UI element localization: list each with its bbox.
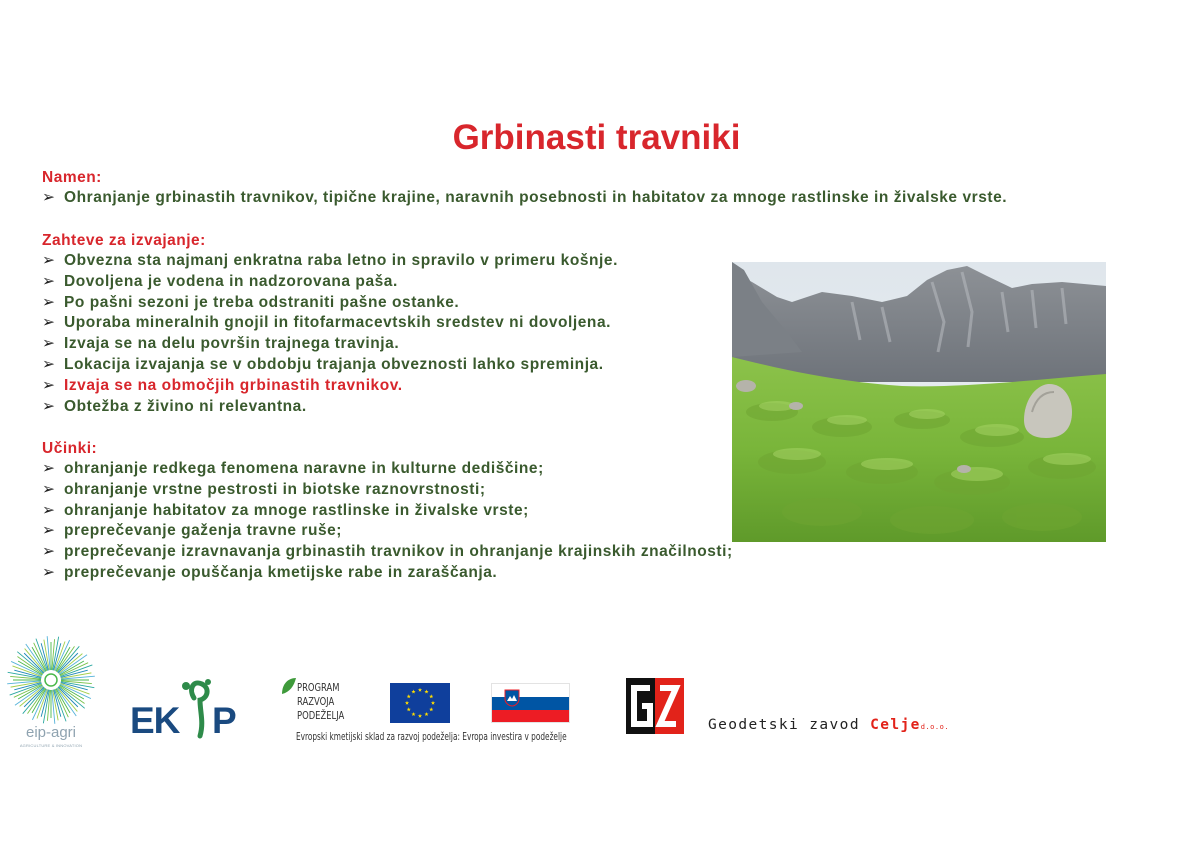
eip-agri-tagline: AGRICULTURE & INNOVATION — [19, 743, 83, 748]
gz-name-celje: Celje — [870, 717, 921, 733]
arrow-bullet-icon: ➢ — [42, 480, 56, 498]
gz-logo-icon — [626, 678, 684, 734]
list-item: ➢ preprečevanje izravnavanja grbinastih travnikov in ohranjanje krajinskih značilnosti; — [42, 542, 733, 563]
meadow-illustration — [732, 262, 1106, 542]
list-item: ➢ Izvaja se na delu površin trajnega travinja. — [42, 334, 618, 355]
eip-agri-wordmark: eip-agri — [25, 724, 77, 741]
arrow-bullet-icon: ➢ — [42, 522, 56, 540]
prp-line-1: PROGRAM — [297, 681, 340, 694]
zahteve-list — [42, 251, 618, 417]
list-item: ➢ Po pašni sezoni je treba odstraniti pašne ostanke. — [42, 293, 618, 314]
arrow-bullet-icon: ➢ — [42, 189, 56, 206]
ekrp-mark-icon — [128, 676, 252, 746]
namen-list — [42, 188, 1007, 209]
eu-star-icon — [407, 694, 411, 698]
ucinki-list — [42, 459, 733, 584]
arrow-bullet-icon: ➢ — [42, 376, 56, 394]
svg-text:P: P — [212, 700, 237, 741]
eu-star-icon — [407, 707, 411, 711]
starburst-ray — [36, 639, 48, 671]
ekrp-wordmark — [128, 676, 131, 677]
arrow-bullet-icon: ➢ — [42, 355, 56, 373]
eu-star-icon — [418, 714, 422, 718]
list-item: ➢ Ohranjanje grbinastih travnikov, tipične krajine, naravnih posebnosti in habitatov za mnoge rastlinske in živalske vrste. — [42, 188, 1007, 209]
list-item: ➢ Obvezna sta najmanj enkratna raba letno in spravilo v primeru košnje. — [42, 251, 618, 272]
eu-star-icon — [429, 694, 433, 698]
starburst-ray — [60, 665, 92, 677]
arrow-bullet-icon: ➢ — [42, 501, 56, 519]
arrow-bullet-icon: ➢ — [42, 397, 56, 415]
arrow-bullet-icon: ➢ — [42, 314, 56, 332]
eip-agri-logo — [5, 634, 97, 754]
eu-star-icon — [418, 688, 422, 692]
page-title: Grbinasti travniki — [452, 118, 741, 157]
list-item: ➢ preprečevanje gaženja travne ruše; — [42, 521, 733, 542]
ekrp-logo — [128, 676, 252, 746]
eu-flag-icon — [390, 683, 450, 723]
list-item: ➢ Obtežba z živino ni relevantna. — [42, 397, 618, 418]
starburst-ray — [54, 689, 66, 721]
list-item: ➢ preprečevanje opuščanja kmetijske rabe in zaraščanja. — [42, 563, 733, 584]
arrow-bullet-icon: ➢ — [42, 563, 56, 581]
eu-star-icon — [411, 712, 415, 716]
prp-logo — [280, 676, 380, 731]
arrow-bullet-icon: ➢ — [42, 460, 56, 477]
gz-mark-text — [626, 678, 627, 679]
eu-star-icon — [424, 712, 428, 716]
arrow-bullet-icon: ➢ — [42, 335, 56, 353]
arrow-bullet-icon: ➢ — [42, 272, 56, 290]
gz-name-main: Geodetski zavod — [708, 717, 860, 733]
list-item-highlighted: ➢ Izvaja se na območjih grbinastih travnikov. — [42, 376, 618, 397]
mountain-meadow-photo — [732, 262, 1106, 542]
gz-name-suffix: d.o.o. — [920, 723, 950, 731]
eu-star-icon — [429, 707, 433, 711]
eu-star-icon — [405, 701, 409, 705]
prp-line-2: RAZVOJA — [297, 695, 335, 708]
eu-star-icon — [424, 690, 428, 694]
eu-star-icon — [411, 690, 415, 694]
list-item: ➢ Dovoljena je vodena in nadzorovana paša. — [42, 272, 618, 293]
list-item: ➢ ohranjanje redkega fenomena naravne in kulturne dediščine; — [42, 459, 733, 480]
coat-of-arms-icon — [504, 689, 520, 707]
list-item: ➢ Lokacija izvajanja se v obdobju trajanja obveznosti lahko spreminja. — [42, 355, 618, 376]
eu-star-icon — [431, 701, 435, 705]
ucinki-heading: Učinki: — [42, 440, 98, 457]
namen-heading: Namen: — [42, 169, 102, 186]
list-item: ➢ ohranjanje vrstne pestrosti in biotske raznovrstnosti; — [42, 480, 733, 501]
arrow-bullet-icon: ➢ — [42, 293, 56, 311]
list-item: ➢ Uporaba mineralnih gnojil in fitofarmacevtskih sredstev ni dovoljena. — [42, 313, 618, 334]
slovenia-flag-icon — [491, 683, 570, 723]
gz-mark-icon — [626, 678, 684, 734]
prp-caption: Evropski kmetijski sklad za razvoj podeželja: Evropa investira v podeželje — [296, 731, 567, 743]
arrow-bullet-icon: ➢ — [42, 543, 56, 561]
leaf-icon — [280, 676, 298, 696]
svg-text:EK: EK — [130, 700, 180, 741]
zahteve-heading: Zahteve za izvajanje: — [42, 232, 206, 249]
eu-stars-icon — [390, 683, 450, 723]
prp-line-3: PODEŽELJA — [297, 709, 345, 722]
starburst-center — [45, 674, 57, 686]
arrow-bullet-icon: ➢ — [42, 252, 56, 269]
starburst-icon — [5, 634, 97, 726]
gz-company-name — [708, 717, 949, 733]
list-item: ➢ ohranjanje habitatov za mnoge rastlinske in živalske vrste; — [42, 501, 733, 522]
starburst-ray — [10, 683, 42, 695]
